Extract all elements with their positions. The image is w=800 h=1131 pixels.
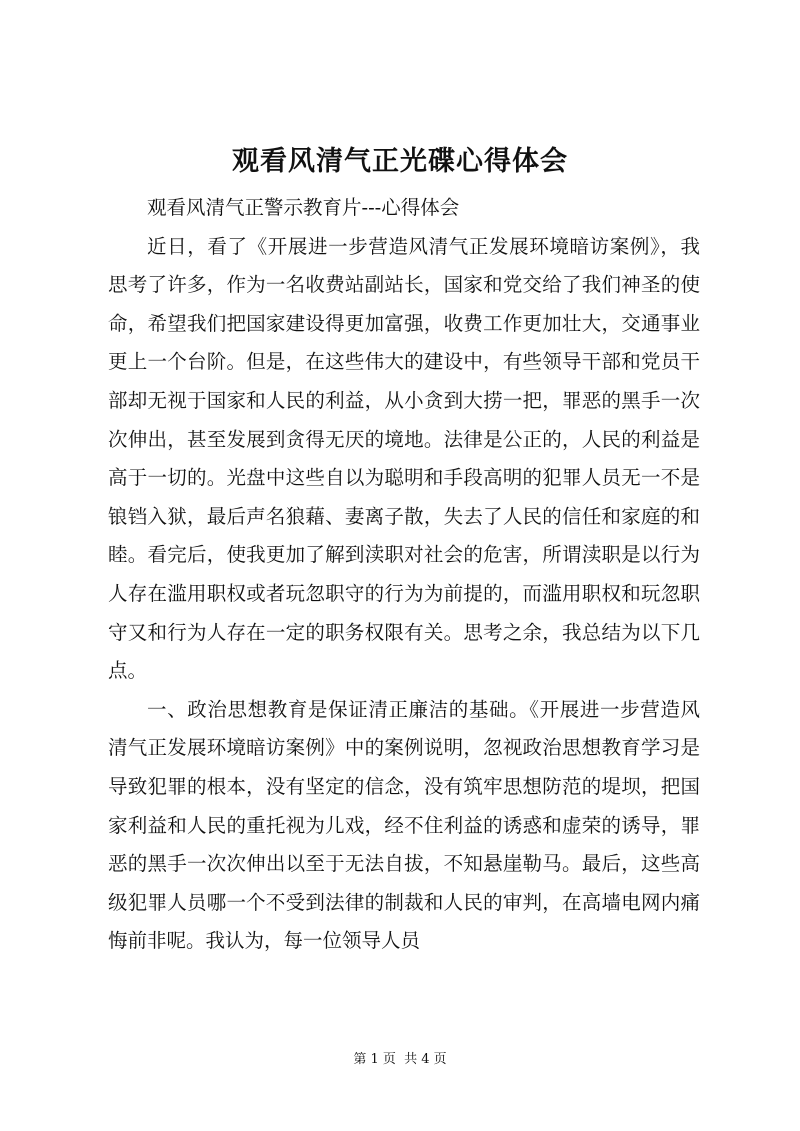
- page-total: 共 4 页: [404, 1052, 447, 1067]
- body-paragraph: 近日，看了《开展进一步营造风清气正发展环境暗访案例》，我思考了许多，作为一名收费站副站长，国家和党交给了我们神圣的使命，希望我们把国家建设得更加富强，收费工作更加壮大，交通事业更上一个台阶。但是，在这些伟大的建设中，有些领导干部和党员干部却无视于国家和人民的利益，从小贪到大捞一把，罪恶的黑手一次次伸出，甚至发展到贪得无厌的境地。法律是公正的，人民的利益是高于一切的。光盘中这些自以为聪明和手段高明的犯罪人员无一不是锒铛入狱，最后声名狼藉、妻离子散，失去了人民的信任和家庭的和睦。看完后，使我更加了解到渎职对社会的危害，所谓渎职是以行为人存在滥用职权或者玩忽职守的行为为前提的，而滥用职权和玩忽职守又和行为人存在一定的职务权限有关。思考之余，我总结为以下几点。: [108, 234, 700, 683]
- page-footer: [0, 1050, 800, 1070]
- page-number: 第 1 页: [353, 1052, 396, 1067]
- page-title: 观看风清气正光碟心得体会: [232, 146, 568, 177]
- subtitle-paragraph: 观看风清气正警示教育片---心得体会: [147, 196, 460, 219]
- body-paragraph: 一、政治思想教育是保证清正廉洁的基础。《开展进一步营造风清气正发展环境暗访案例》中的案例说明，忽视政治思想教育学习是导致犯罪的根本，没有坚定的信念，没有筑牢思想防范的堤坝，把国家利益和人民的重托视为儿戏，经不住利益的诱惑和虚荣的诱导，罪恶的黑手一次次伸出以至于无法自拔，不知悬崖勒马。最后，这些高级犯罪人员哪一个不受到法律的制裁和人民的审判，在高墙电网内痛悔前非呢。我认为，每一位领导人员: [108, 697, 700, 953]
- document-body: [108, 189, 700, 961]
